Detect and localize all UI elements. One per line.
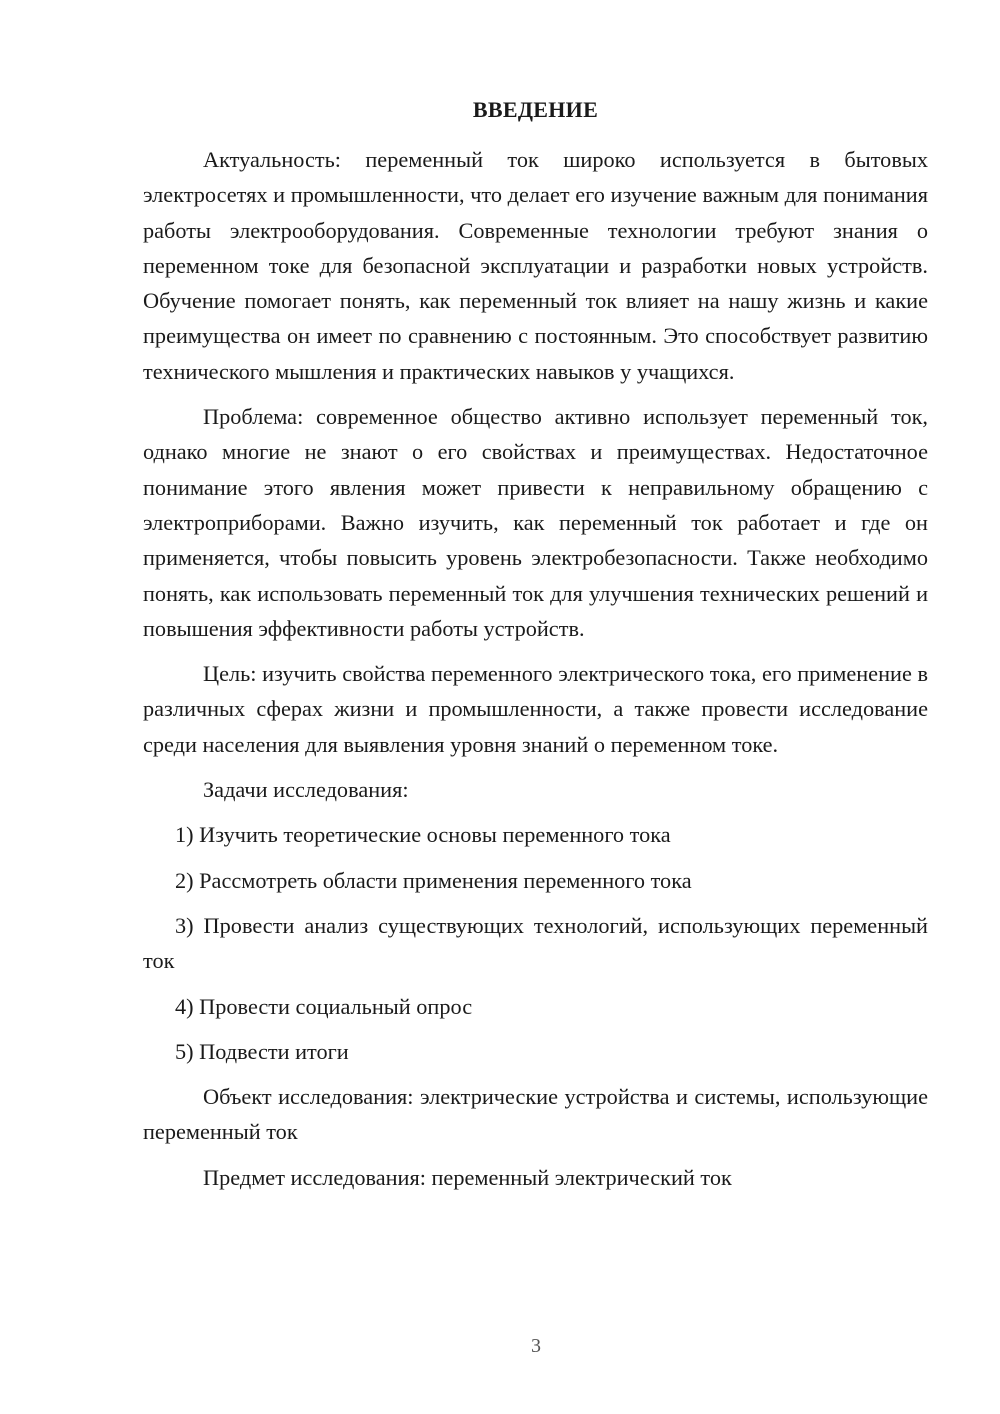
task-item-4: 4) Провести социальный опрос	[175, 993, 473, 1019]
paragraph-object: Объект исследования: электрические устройства и системы, использующие переменный ток	[143, 1084, 928, 1145]
task-item-5: 5) Подвести итоги	[175, 1038, 349, 1064]
document-body	[143, 142, 928, 1205]
paragraph-subject: Предмет исследования: переменный электрический ток	[203, 1164, 732, 1190]
page-number: 3	[531, 1335, 541, 1357]
task-item-1: 1) Изучить теоретические основы переменного тока	[175, 822, 671, 848]
paragraph-tasks-heading: Задачи исследования:	[203, 777, 409, 803]
task-item-2: 2) Рассмотреть области применения переменного тока	[175, 867, 692, 893]
page-title: ВВЕДЕНИЕ	[472, 97, 599, 122]
paragraph-problem: Проблема: современное общество активно использует переменный ток, однако многие не знают о его свойствах и преимуществах. Недостаточное понимание этого явления может привести к неправильному обращению с электроприборами. Важно изучить, как переменный ток работает и где он применяется, чтобы повысить уровень электробезопасности. Также необходимо понять, как использовать переменный ток для улучшения технических решений и повышения эффективности работы устройств.	[143, 404, 928, 641]
task-item-3: 3) Провести анализ существующих технологий, использующих переменный ток	[143, 912, 928, 974]
paragraph-relevance: Актуальность: переменный ток широко используется в бытовых электросетях и промышленности, что делает его изучение важным для понимания работы электрооборудования. Современные технологии требуют знания о переменном токе для безопасной эксплуатации и разработки новых устройств. Обучение помогает понять, как переменный ток влияет на нашу жизнь и какие преимущества он имеет по сравнению с постоянным. Это способствует развитию технического мышления и практических навыков у учащихся.	[143, 147, 928, 384]
paragraph-goal: Цель: изучить свойства переменного электрического тока, его применение в различных сферах жизни и промышленности, а также провести исследование среди населения для выявления уровня знаний о переменном токе.	[143, 661, 928, 757]
